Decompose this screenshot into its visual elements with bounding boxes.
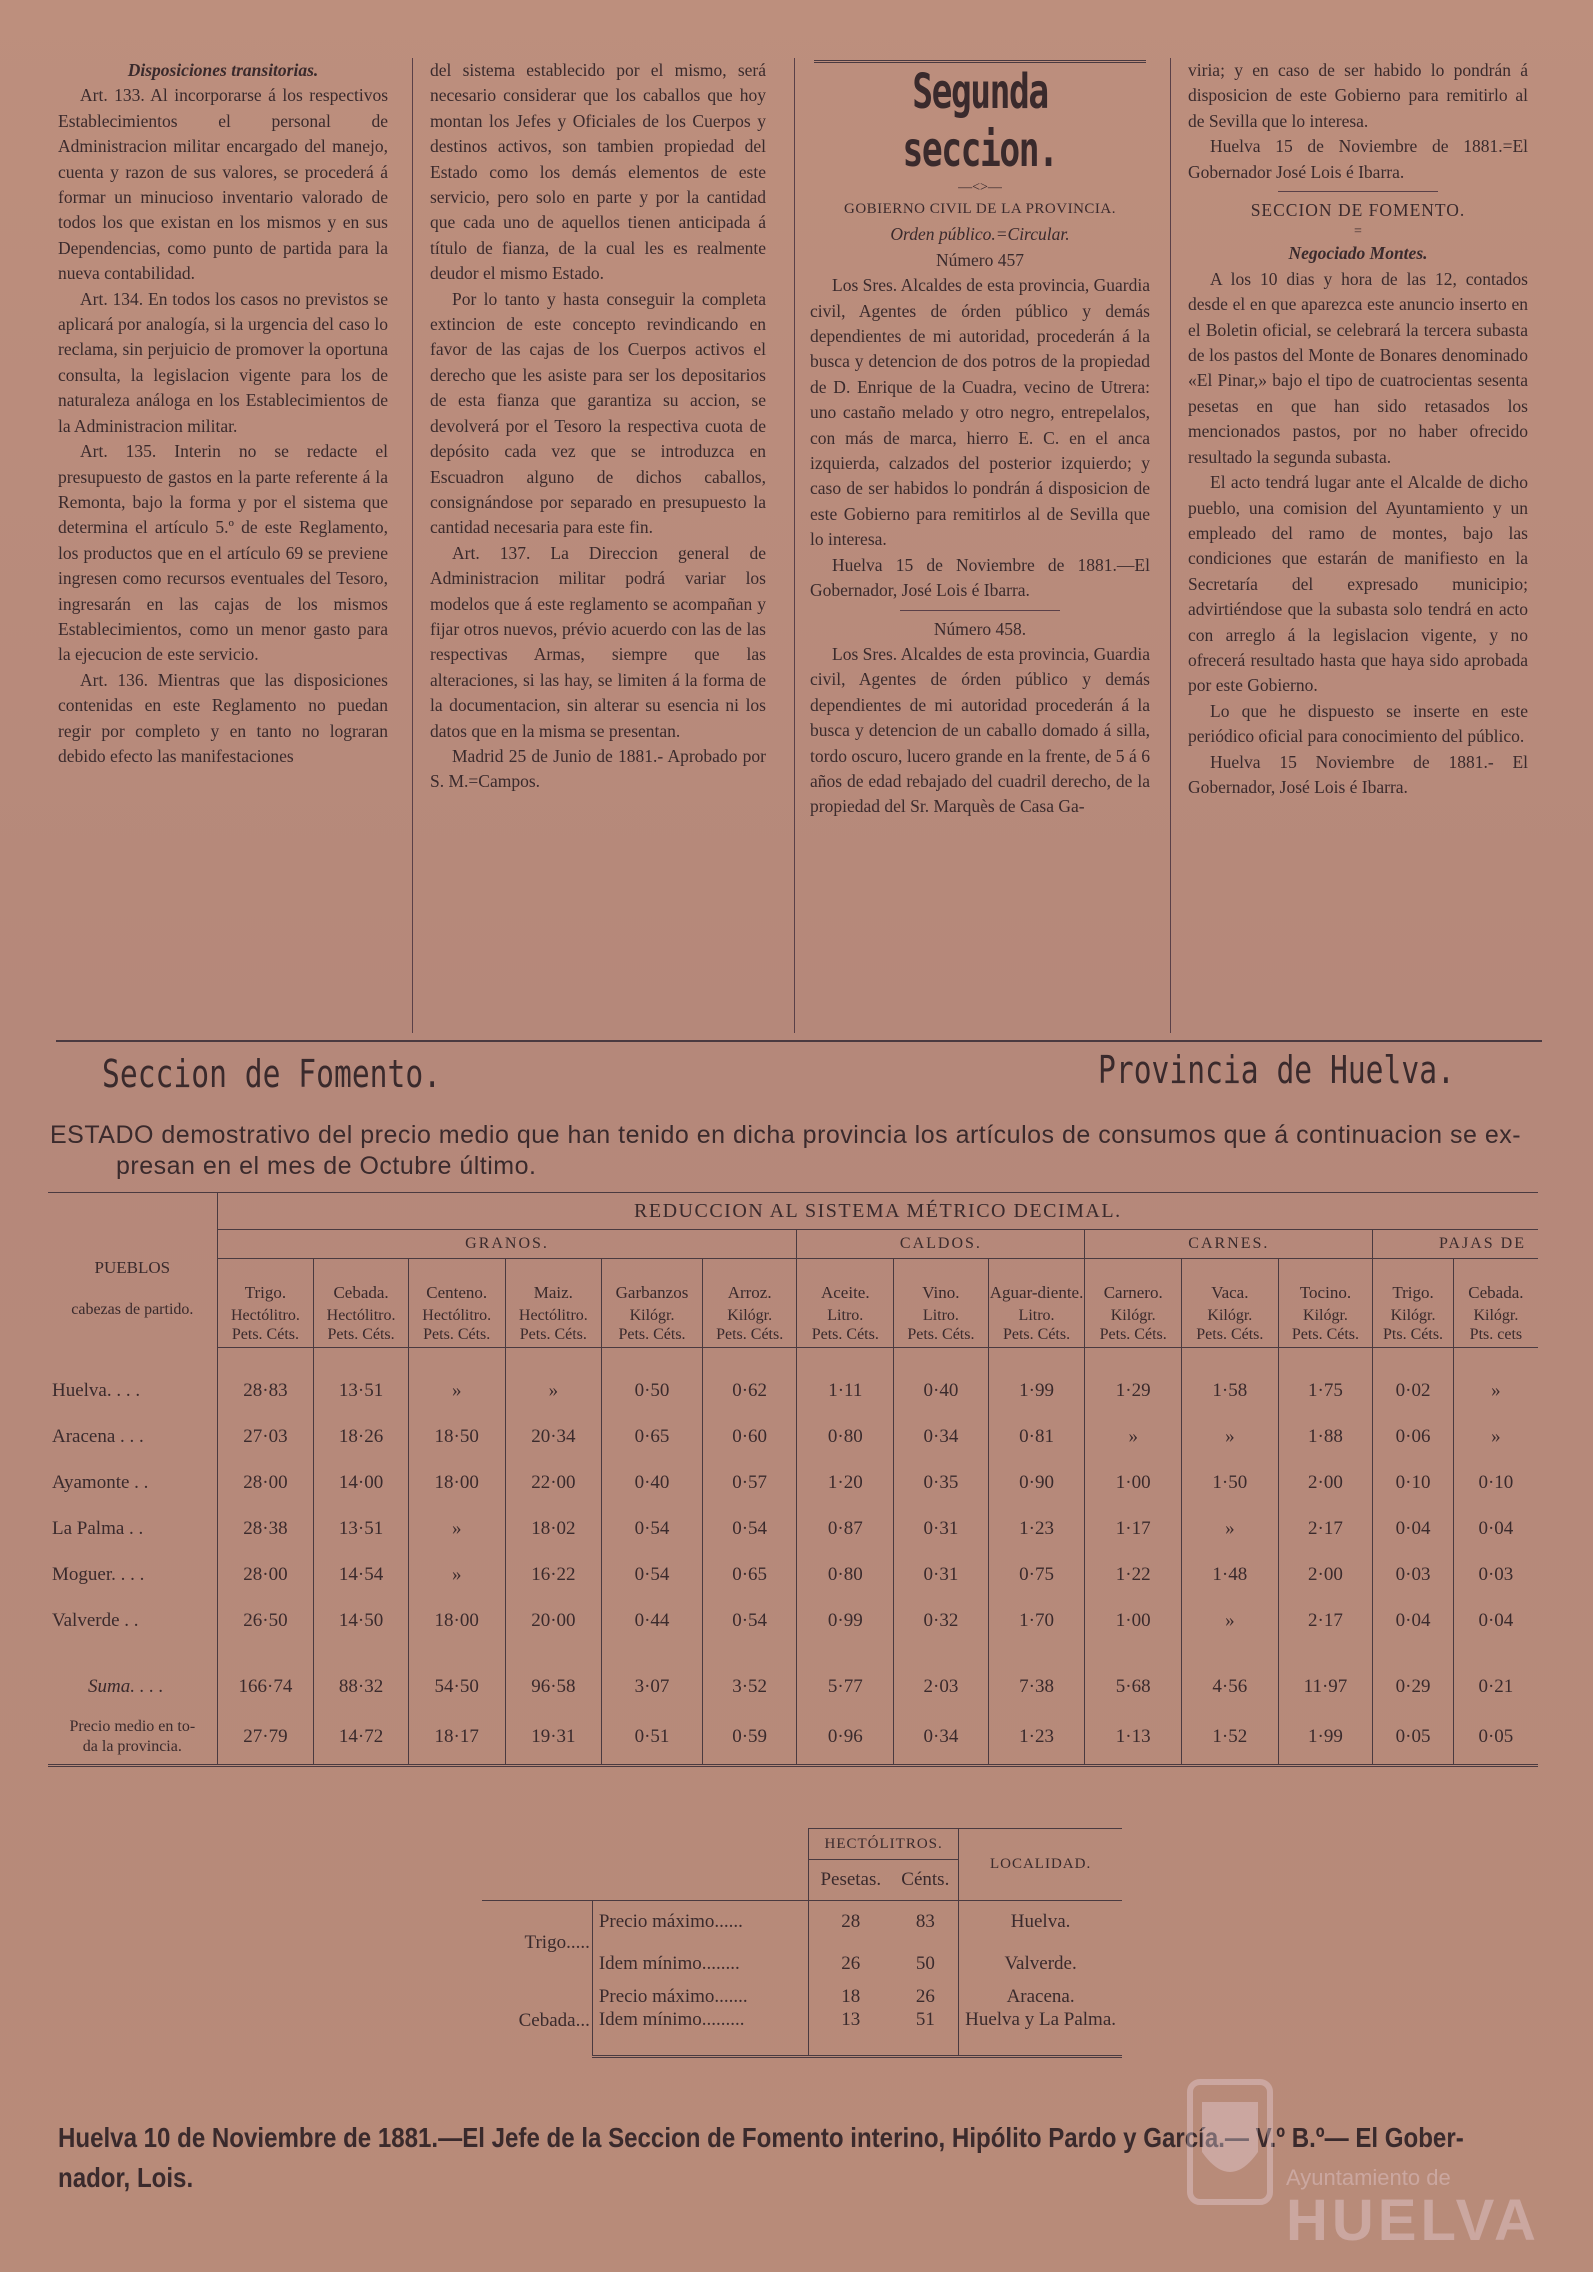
segunda-seccion-title: Segunda seccion. bbox=[902, 64, 1058, 178]
unit-label: Hectólitro. bbox=[518, 1307, 588, 1324]
cebada-max-centimos: 26 bbox=[892, 1985, 958, 2009]
unit-label: Kilógr. bbox=[727, 1307, 773, 1324]
idem-minimo-label: Idem mínimo........ bbox=[592, 1943, 808, 1985]
price-cell: 13·51 bbox=[314, 1368, 409, 1414]
column-unit bbox=[797, 1303, 894, 1348]
price-cell: 0·54 bbox=[702, 1598, 797, 1644]
col4-p1: viria; y en caso de ser habido lo pondrán á disposicion de este Gobierno para remitirlo al de Sevilla que lo interesa. bbox=[1188, 60, 1528, 131]
unit-label: Kilógr. bbox=[629, 1307, 675, 1324]
estado-line-1: ESTADO demostrativo del precio medio que han tenido en dicha provincia los artículos de consumos que á continuacion se ex- bbox=[50, 1121, 1522, 1149]
column-name: Arroz. bbox=[702, 1259, 797, 1304]
column-divider bbox=[412, 58, 413, 1033]
column-unit bbox=[894, 1303, 989, 1348]
price-cell: 0·65 bbox=[702, 1552, 797, 1598]
pesetas-header: Pesetas. bbox=[820, 1869, 882, 1890]
cebada-min-localidad: Huelva y La Palma. bbox=[959, 2009, 1122, 2057]
price-cell: 28·00 bbox=[217, 1460, 314, 1506]
column-name: Aceite. bbox=[797, 1259, 894, 1304]
column-divider bbox=[1170, 58, 1171, 1033]
price-cell: 18·26 bbox=[314, 1414, 409, 1460]
price-cell: 2·00 bbox=[1278, 1460, 1373, 1506]
col2-signature: Madrid 25 de Junio de 1881.- Aprobado por S. M.=Campos. bbox=[430, 745, 766, 792]
currency-label: Pets. Céts. bbox=[1002, 1326, 1071, 1343]
price-cell: 0·59 bbox=[702, 1710, 797, 1766]
price-cell: » bbox=[1453, 1368, 1538, 1414]
town-name bbox=[48, 1710, 217, 1766]
estado-line-2: presan en el mes de Octubre último. bbox=[116, 1152, 537, 1180]
column-unit bbox=[702, 1303, 797, 1348]
currency-label: Pets. Céts. bbox=[423, 1326, 491, 1343]
town-name-text: Suma. . . . bbox=[88, 1675, 164, 1697]
price-cell: 0·05 bbox=[1373, 1710, 1454, 1766]
price-cell: » bbox=[408, 1368, 505, 1414]
provincia-de-huelva-heading: Provincia de Huelva. bbox=[1098, 1048, 1455, 1092]
trigo-max-localidad: Huelva. bbox=[959, 1901, 1122, 1944]
col2-p1: del sistema establecido por el mismo, será necesario considerar que los caballos que hoy montan los Jefes y Oficiales de los Cuerpos y destinos activos, son tambien propiedad del Estado como los demás elementos de este servicio, pero solo en parte y por la cantidad que cada uno de aquellos tienen anticipada á título de fianza, de la cual les es realmente deudor el mismo Estado. bbox=[430, 60, 766, 284]
trigo-min-localidad: Valverde. bbox=[1004, 1953, 1077, 1974]
table-row bbox=[48, 1664, 1538, 1710]
price-cell: 0·54 bbox=[702, 1506, 797, 1552]
price-cell: 18·02 bbox=[505, 1506, 602, 1552]
price-cell: 1·23 bbox=[988, 1506, 1085, 1552]
spacer-row bbox=[48, 1644, 1538, 1664]
price-cell: 0·10 bbox=[1373, 1460, 1454, 1506]
unit-label: Hectólitro. bbox=[422, 1307, 492, 1324]
currency-label: Pets. Céts. bbox=[327, 1326, 395, 1343]
price-cell: 1·00 bbox=[1085, 1460, 1182, 1506]
price-cell: 1·50 bbox=[1182, 1460, 1279, 1506]
precio-maximo-label: Precio máximo...... bbox=[592, 1901, 808, 1944]
col4-p2: Huelva 15 de Noviembre de 1881.=El Gobernador José Lois é Ibarra. bbox=[1188, 136, 1528, 182]
column-unit bbox=[1278, 1303, 1373, 1348]
price-cell: 11·97 bbox=[1278, 1664, 1373, 1710]
price-cell: 1·20 bbox=[797, 1460, 894, 1506]
pajas-group: PAJAS DE bbox=[1373, 1230, 1538, 1259]
price-cell: 166·74 bbox=[217, 1664, 314, 1710]
unit-label: Kilógr. bbox=[1303, 1307, 1348, 1324]
price-cell: 0·99 bbox=[797, 1598, 894, 1644]
table-row bbox=[48, 1460, 1538, 1506]
price-cell: 14·54 bbox=[314, 1552, 409, 1598]
price-cell: 18·50 bbox=[408, 1414, 505, 1460]
price-cell: 19·31 bbox=[505, 1710, 602, 1766]
currency-label: Pets. Céts. bbox=[618, 1326, 686, 1343]
price-cell: 3·07 bbox=[602, 1664, 703, 1710]
trigo-min-pesetas: 26 bbox=[841, 1953, 861, 1974]
price-cell: 0·50 bbox=[602, 1368, 703, 1414]
coat-of-arms-icon bbox=[1190, 2070, 1540, 2260]
precio-maximo-label: Precio máximo....... bbox=[592, 1985, 808, 2009]
price-cell: 1·99 bbox=[988, 1368, 1085, 1414]
col1-art135: Art. 135. Interin no se redacte el presupuesto de gastos en la parte referente á la Remonta, bajo la forma y por el sistema que determina el artículo 5.º de este Reglamento, los productos que en el artículo 69 se previene ingresen como recursos eventuales del Tesoro, ingresarán en las cajas de los mismos Establecimientos, como un menor gasto para la ejecucion de este servicio. bbox=[58, 441, 388, 665]
table-row bbox=[48, 1414, 1538, 1460]
town-name-text: Moguer. . . . bbox=[52, 1563, 145, 1585]
price-cell: 2·00 bbox=[1278, 1552, 1373, 1598]
price-cell: 0·21 bbox=[1453, 1664, 1538, 1710]
price-cell: 26·50 bbox=[217, 1598, 314, 1644]
price-cell: 0·62 bbox=[702, 1368, 797, 1414]
unit-label: Hectólitro. bbox=[231, 1307, 300, 1324]
currency-label: Pets. Céts. bbox=[716, 1326, 784, 1343]
currency-label: Pets. Céts. bbox=[231, 1326, 299, 1343]
price-cell: 14·50 bbox=[314, 1598, 409, 1644]
price-cell: 0·54 bbox=[602, 1552, 703, 1598]
unit-label: Litro. bbox=[1018, 1307, 1055, 1324]
price-cell: 0·80 bbox=[797, 1414, 894, 1460]
price-cell: 54·50 bbox=[408, 1664, 505, 1710]
cebada-min-pesetas: 13 bbox=[809, 2009, 893, 2057]
column-name: Cebada. bbox=[1453, 1259, 1538, 1304]
price-cell: 0·10 bbox=[1453, 1460, 1538, 1506]
price-cell: 0·34 bbox=[894, 1710, 989, 1766]
price-cell: 27·03 bbox=[217, 1414, 314, 1460]
column-2 bbox=[430, 58, 766, 1033]
price-cell: 0·65 bbox=[602, 1414, 703, 1460]
unit-label: Litro. bbox=[922, 1307, 959, 1324]
price-cell: 1·58 bbox=[1182, 1368, 1279, 1414]
price-cell: 13·51 bbox=[314, 1506, 409, 1552]
column-name: Cebada. bbox=[314, 1259, 409, 1304]
col4-p6: Huelva 15 Noviembre de 1881.- El Gobernador, José Lois é Ibarra. bbox=[1188, 751, 1528, 797]
price-cell: 5·68 bbox=[1085, 1664, 1182, 1710]
reduccion-header: REDUCCION AL SISTEMA MÉTRICO DECIMAL. bbox=[217, 1193, 1538, 1230]
price-cell: 0·04 bbox=[1373, 1598, 1454, 1644]
seccion-fomento-heading: SECCION DE FOMENTO. bbox=[1250, 200, 1466, 221]
estado-description bbox=[50, 1120, 1540, 1182]
column-unit bbox=[988, 1303, 1085, 1348]
price-cell: 1·75 bbox=[1278, 1368, 1373, 1414]
price-cell: 1·48 bbox=[1182, 1552, 1279, 1598]
price-cell: 27·79 bbox=[217, 1710, 314, 1766]
column-divider bbox=[794, 58, 795, 1033]
table-row bbox=[48, 1368, 1538, 1414]
col1-heading: Disposiciones transitorias. bbox=[127, 60, 319, 80]
town-name bbox=[48, 1598, 217, 1644]
price-cell: 2·03 bbox=[894, 1664, 989, 1710]
price-cell: 96·58 bbox=[505, 1664, 602, 1710]
price-cell: 20·34 bbox=[505, 1414, 602, 1460]
column-name: Carnero. bbox=[1085, 1259, 1182, 1304]
granos-group: GRANOS. bbox=[217, 1230, 797, 1259]
short-rule bbox=[900, 610, 1060, 611]
ornament: = bbox=[1354, 224, 1362, 240]
col3-p3: Los Sres. Alcaldes de esta provincia, Guardia civil, Agentes de órden público y demás dependientes de mi autoridad procederán á la busca y detencion de un caballo domado á silla, tordo oscuro, lucero grande en la frente, de 5 á 6 años de edad rebajado del cuadril derecho, de la propiedad del Sr. Marquès de Casa Ga- bbox=[810, 643, 1150, 817]
unit-label: Kilógr. bbox=[1207, 1307, 1253, 1324]
price-cell: 5·77 bbox=[797, 1664, 894, 1710]
price-cell: 0·90 bbox=[988, 1460, 1085, 1506]
column-name: Tocino. bbox=[1278, 1259, 1373, 1304]
price-cell: 0·03 bbox=[1373, 1552, 1454, 1598]
price-cell: 7·38 bbox=[988, 1664, 1085, 1710]
column-unit bbox=[1182, 1303, 1279, 1348]
seccion-de-fomento-heading: Seccion de Fomento. bbox=[102, 1052, 442, 1096]
currency-label: Pets. Céts. bbox=[907, 1326, 975, 1343]
carnes-group: CARNES. bbox=[1085, 1230, 1373, 1259]
price-cell: 0·29 bbox=[1373, 1664, 1454, 1710]
unit-label: Kilógr. bbox=[1390, 1307, 1436, 1324]
town-name bbox=[48, 1664, 217, 1710]
price-cell: 1·88 bbox=[1278, 1414, 1373, 1460]
currency-label: Pets. Céts. bbox=[1196, 1326, 1264, 1343]
column-1 bbox=[58, 58, 388, 1033]
column-name: Aguar-diente. bbox=[988, 1259, 1085, 1304]
price-cell: » bbox=[1182, 1414, 1279, 1460]
price-cell: 88·32 bbox=[314, 1664, 409, 1710]
idem-minimo-label: Idem mínimo......... bbox=[592, 2009, 808, 2057]
svg-text:HUELVA: HUELVA bbox=[1286, 2188, 1540, 2253]
column-unit bbox=[1085, 1303, 1182, 1348]
price-cell: 0·44 bbox=[602, 1598, 703, 1644]
price-cell: 0·02 bbox=[1373, 1368, 1454, 1414]
town-name-text: da la provincia. bbox=[82, 1737, 182, 1755]
town-name-text: Ayamonte . . bbox=[52, 1471, 149, 1493]
column-names-row bbox=[48, 1259, 1538, 1304]
currency-label: Pets. Céts. bbox=[1099, 1326, 1167, 1343]
svg-text:Ayuntamiento de: Ayuntamiento de bbox=[1286, 2165, 1451, 2190]
price-cell: 28·83 bbox=[217, 1368, 314, 1414]
price-cell: 0·31 bbox=[894, 1506, 989, 1552]
centimos-header: Cénts. bbox=[892, 1860, 958, 1901]
price-cell: 0·80 bbox=[797, 1552, 894, 1598]
column-4 bbox=[1188, 58, 1528, 1033]
unit-label: Kilógr. bbox=[1110, 1307, 1156, 1324]
unit-label: Litro. bbox=[827, 1307, 864, 1324]
footer-line-1: Huelva 10 de Noviembre de 1881.—El Jefe de la Seccion de Fomento interino, Hipólito Pardo y García.— V.º B.º— El Gober- bbox=[58, 2122, 1464, 2153]
price-cell: 0·57 bbox=[702, 1460, 797, 1506]
currency-label: Pts. Céts. bbox=[1383, 1326, 1444, 1343]
currency-label: Pets. Céts. bbox=[811, 1326, 879, 1343]
town-name-text: Huelva. . . . bbox=[52, 1379, 141, 1401]
col3-p1: Los Sres. Alcaldes de esta provincia, Guardia civil, Agentes de órden público y demás dependientes de mi autoridad, procederán á la busca y detencion de dos potros de la propiedad de D. Enrique de la Cuadra, vecino de Utrera: uno castaño melado y otro negro, entrepelalos, con más de marca, hierro E. C. en el anca izquierda, calzados del posterior izquierdo; y caso de ser habidos lo pondrán á disposicion de este Gobierno para remitirlos al de Sevilla que lo interesa. bbox=[810, 275, 1150, 550]
price-cell: 1·99 bbox=[1278, 1710, 1373, 1766]
price-cell: 16·22 bbox=[505, 1552, 602, 1598]
price-cell: 22·00 bbox=[505, 1460, 602, 1506]
town-name-text: Aracena . . . bbox=[52, 1425, 144, 1447]
price-cell: » bbox=[1182, 1598, 1279, 1644]
price-cell: » bbox=[408, 1552, 505, 1598]
negociado-montes-heading: Negociado Montes. bbox=[1288, 243, 1428, 264]
price-cell: 1·70 bbox=[988, 1598, 1085, 1644]
price-cell: 0·96 bbox=[797, 1710, 894, 1766]
page-rule bbox=[56, 1040, 1542, 1042]
unit-label: Kilógr. bbox=[1473, 1307, 1519, 1324]
cebada-label: Cebada... bbox=[518, 2009, 590, 2031]
price-cell: 0·04 bbox=[1373, 1506, 1454, 1552]
column-name: Vaca. bbox=[1182, 1259, 1279, 1304]
town-name bbox=[48, 1552, 217, 1598]
trigo-max-centimos: 83 bbox=[892, 1901, 958, 1944]
price-cell: 0·05 bbox=[1453, 1710, 1538, 1766]
col4-p4: El acto tendrá lugar ante el Alcalde de dicho pueblo, una comision del Ayuntamiento y un empleado del ramo de montes, bajo las condiciones que estarán de manifiesto en la Secretaría del expresado municipio; advirtiéndose que la subasta solo tendrá en acto con arreglo á la legislacion vigente, y no ofrecerá resultado hasta que haya sido aprobada por este Gobierno. bbox=[1188, 472, 1528, 696]
table-row bbox=[48, 1506, 1538, 1552]
price-cell: 1·23 bbox=[988, 1710, 1085, 1766]
price-cell: 0·75 bbox=[988, 1552, 1085, 1598]
currency-label: Pets. Céts. bbox=[519, 1326, 587, 1343]
price-cell: 1·13 bbox=[1085, 1710, 1182, 1766]
col1-art136: Art. 136. Mientras que las disposiciones contenidas en este Reglamento no puedan regir por completo y en tanto no lograran debido efecto las manifestaciones bbox=[58, 669, 388, 766]
column-name: Garbanzos bbox=[602, 1259, 703, 1304]
price-cell: 0·31 bbox=[894, 1552, 989, 1598]
col4-p3: A los 10 dias y hora de las 12, contados desde el en que aparezca este anuncio inserto en el Boletin oficial, se celebrará la tercera subasta de los pastos del Monte de Bonares denominado «El Pinar,» bajo el tipo de cuatrocientas sesenta pesetas en que han sido retasados los mencionados pastos, por no haber ofrecido resultado la segunda subasta. bbox=[1188, 268, 1528, 467]
price-cell: 0·35 bbox=[894, 1460, 989, 1506]
column-name: Trigo. bbox=[1373, 1259, 1454, 1304]
short-rule bbox=[1278, 191, 1438, 192]
town-name bbox=[48, 1506, 217, 1552]
column-unit bbox=[505, 1303, 602, 1348]
hectolitros-header: HECTÓLITROS. bbox=[809, 1829, 959, 1860]
price-cell: 4·56 bbox=[1182, 1664, 1279, 1710]
price-cell: 0·04 bbox=[1453, 1598, 1538, 1644]
caldos-group: CALDOS. bbox=[797, 1230, 1085, 1259]
price-cell: 28·00 bbox=[217, 1552, 314, 1598]
col2-p2: Por lo tanto y hasta conseguir la completa extincion de este concepto revindicando en favor de las cajas de los Cuerpos activos el derecho que les asiste para ser los depositarios de esta fianza que garantiza su accion, se devolverá por el Tesoro la respectiva cuota de depósito cada vez que se introduzca en Escuadron alguno de dichos caballos, consignándose por separado en presupuesto la cantidad necesaria para este fin. bbox=[430, 288, 766, 538]
price-cell: 1·11 bbox=[797, 1368, 894, 1414]
numero-457: Número 457 bbox=[936, 249, 1024, 270]
cebada-max-localidad: Aracena. bbox=[1006, 1986, 1075, 2007]
prices-table bbox=[48, 1192, 1538, 1767]
column-name: Vino. bbox=[894, 1259, 989, 1304]
town-name bbox=[48, 1368, 217, 1414]
trigo-max-pesetas: 28 bbox=[809, 1901, 893, 1944]
localidad-header: LOCALIDAD. bbox=[959, 1829, 1122, 1901]
price-cell: 3·52 bbox=[702, 1664, 797, 1710]
max-min-table bbox=[482, 1828, 1122, 2058]
column-units-row bbox=[48, 1303, 1538, 1348]
price-cell: » bbox=[1453, 1414, 1538, 1460]
price-cell: 0·60 bbox=[702, 1414, 797, 1460]
table-row bbox=[48, 1710, 1538, 1766]
column-unit bbox=[314, 1303, 409, 1348]
price-cell: 0·40 bbox=[602, 1460, 703, 1506]
ayuntamiento-huelva-watermark bbox=[1190, 2070, 1540, 2260]
price-cell: 14·72 bbox=[314, 1710, 409, 1766]
currency-label: Pts. cets bbox=[1469, 1326, 1523, 1343]
price-cell: » bbox=[505, 1368, 602, 1414]
price-cell: 0·06 bbox=[1373, 1414, 1454, 1460]
column-name: Trigo. bbox=[217, 1259, 314, 1304]
price-cell: 2·17 bbox=[1278, 1598, 1373, 1644]
town-name-text: Valverde . . bbox=[52, 1609, 139, 1631]
price-cell: 1·52 bbox=[1182, 1710, 1279, 1766]
price-cell: 0·51 bbox=[602, 1710, 703, 1766]
price-cell: » bbox=[1182, 1506, 1279, 1552]
price-cell: 20·00 bbox=[505, 1598, 602, 1644]
ornament: —<>— bbox=[958, 180, 1002, 195]
price-cell: 1·00 bbox=[1085, 1598, 1182, 1644]
cebada-max-pesetas: 18 bbox=[841, 1986, 861, 2007]
price-cell: 0·54 bbox=[602, 1506, 703, 1552]
column-unit bbox=[602, 1303, 703, 1348]
orden-publico-heading: Orden público.=Circular. bbox=[890, 224, 1070, 245]
unit-label: Hectólitro. bbox=[326, 1307, 396, 1324]
currency-label: Pets. Céts. bbox=[1291, 1326, 1360, 1343]
town-name-text: Precio medio en to- bbox=[69, 1717, 196, 1735]
table-row bbox=[48, 1598, 1538, 1644]
price-cell: 1·29 bbox=[1085, 1368, 1182, 1414]
price-cell: 0·40 bbox=[894, 1368, 989, 1414]
footer-line-2: nador, Lois. bbox=[58, 2162, 194, 2193]
column-unit bbox=[1373, 1303, 1454, 1348]
spacer-row bbox=[48, 1348, 1538, 1368]
price-cell: 18·00 bbox=[408, 1460, 505, 1506]
table-body bbox=[48, 1348, 1538, 1766]
numero-458: Número 458. bbox=[933, 618, 1027, 639]
price-cell: 0·87 bbox=[797, 1506, 894, 1552]
price-cell: 18·00 bbox=[408, 1598, 505, 1644]
trigo-min-centimos: 50 bbox=[892, 1943, 958, 1985]
table-row bbox=[48, 1552, 1538, 1598]
col1-art134: Art. 134. En todos los casos no previstos se aplicará por analogía, si la urgencia del caso lo reclama, sin perjuicio de promover la oportuna consulta, la legislacion vigente para los de naturaleza análoga en los Establecimientos de la Administracion militar. bbox=[58, 288, 388, 436]
column-unit bbox=[1453, 1303, 1538, 1348]
col3-p2: Huelva 15 de Noviembre de 1881.—El Gobernador, José Lois é Ibarra. bbox=[810, 554, 1150, 601]
trigo-label: Trigo..... bbox=[482, 1901, 592, 1986]
column-name: Maiz. bbox=[505, 1259, 602, 1304]
column-3 bbox=[810, 60, 1150, 1035]
gobierno-civil-heading: GOBIERNO CIVIL DE LA PROVINCIA. bbox=[843, 201, 1117, 217]
price-cell: » bbox=[408, 1506, 505, 1552]
column-unit bbox=[408, 1303, 505, 1348]
town-name-text: La Palma . . bbox=[52, 1517, 144, 1539]
price-cell: 14·00 bbox=[314, 1460, 409, 1506]
price-cell: 0·34 bbox=[894, 1414, 989, 1460]
cebada-min-centimos: 51 bbox=[892, 2009, 958, 2057]
price-cell: 1·22 bbox=[1085, 1552, 1182, 1598]
price-cell: 0·04 bbox=[1453, 1506, 1538, 1552]
column-unit bbox=[217, 1303, 314, 1348]
price-cell: » bbox=[1085, 1414, 1182, 1460]
town-name bbox=[48, 1460, 217, 1506]
column-name: Centeno. bbox=[408, 1259, 505, 1304]
price-cell: 0·03 bbox=[1453, 1552, 1538, 1598]
price-cell: 0·81 bbox=[988, 1414, 1085, 1460]
col2-art137: Art. 137. La Direccion general de Administracion militar podrá variar los modelos que á este reglamento se acompañan y fijar otros nuevos, prévio acuerdo con las de las respectivas Armas, siempre que las alteraciones, si las hay, se limiten á la forma de la documentacion, sin alterar su esencia ni los datos que en la misma se presentan. bbox=[430, 542, 766, 741]
price-cell: 1·17 bbox=[1085, 1506, 1182, 1552]
col1-art133: Art. 133. Al incorporarse á los respectivos Establecimientos el personal de Administracion militar encargado del manejo, cuenta y razon de sus valores, se procederá á formar un minucioso inventario valorado de todos los que existan en los mismos y en sus Dependencias, como punto de partida para la nueva contabilidad. bbox=[58, 85, 388, 284]
price-cell: 2·17 bbox=[1278, 1506, 1373, 1552]
pueblos-header: PUEBLOS cabezas de partido. bbox=[71, 1257, 194, 1318]
price-cell: 0·32 bbox=[894, 1598, 989, 1644]
col4-p5: Lo que he dispuesto se inserte en este periódico oficial para conocimiento del público. bbox=[1188, 700, 1528, 747]
price-cell: 18·17 bbox=[408, 1710, 505, 1766]
price-cell: 28·38 bbox=[217, 1506, 314, 1552]
town-name bbox=[48, 1414, 217, 1460]
